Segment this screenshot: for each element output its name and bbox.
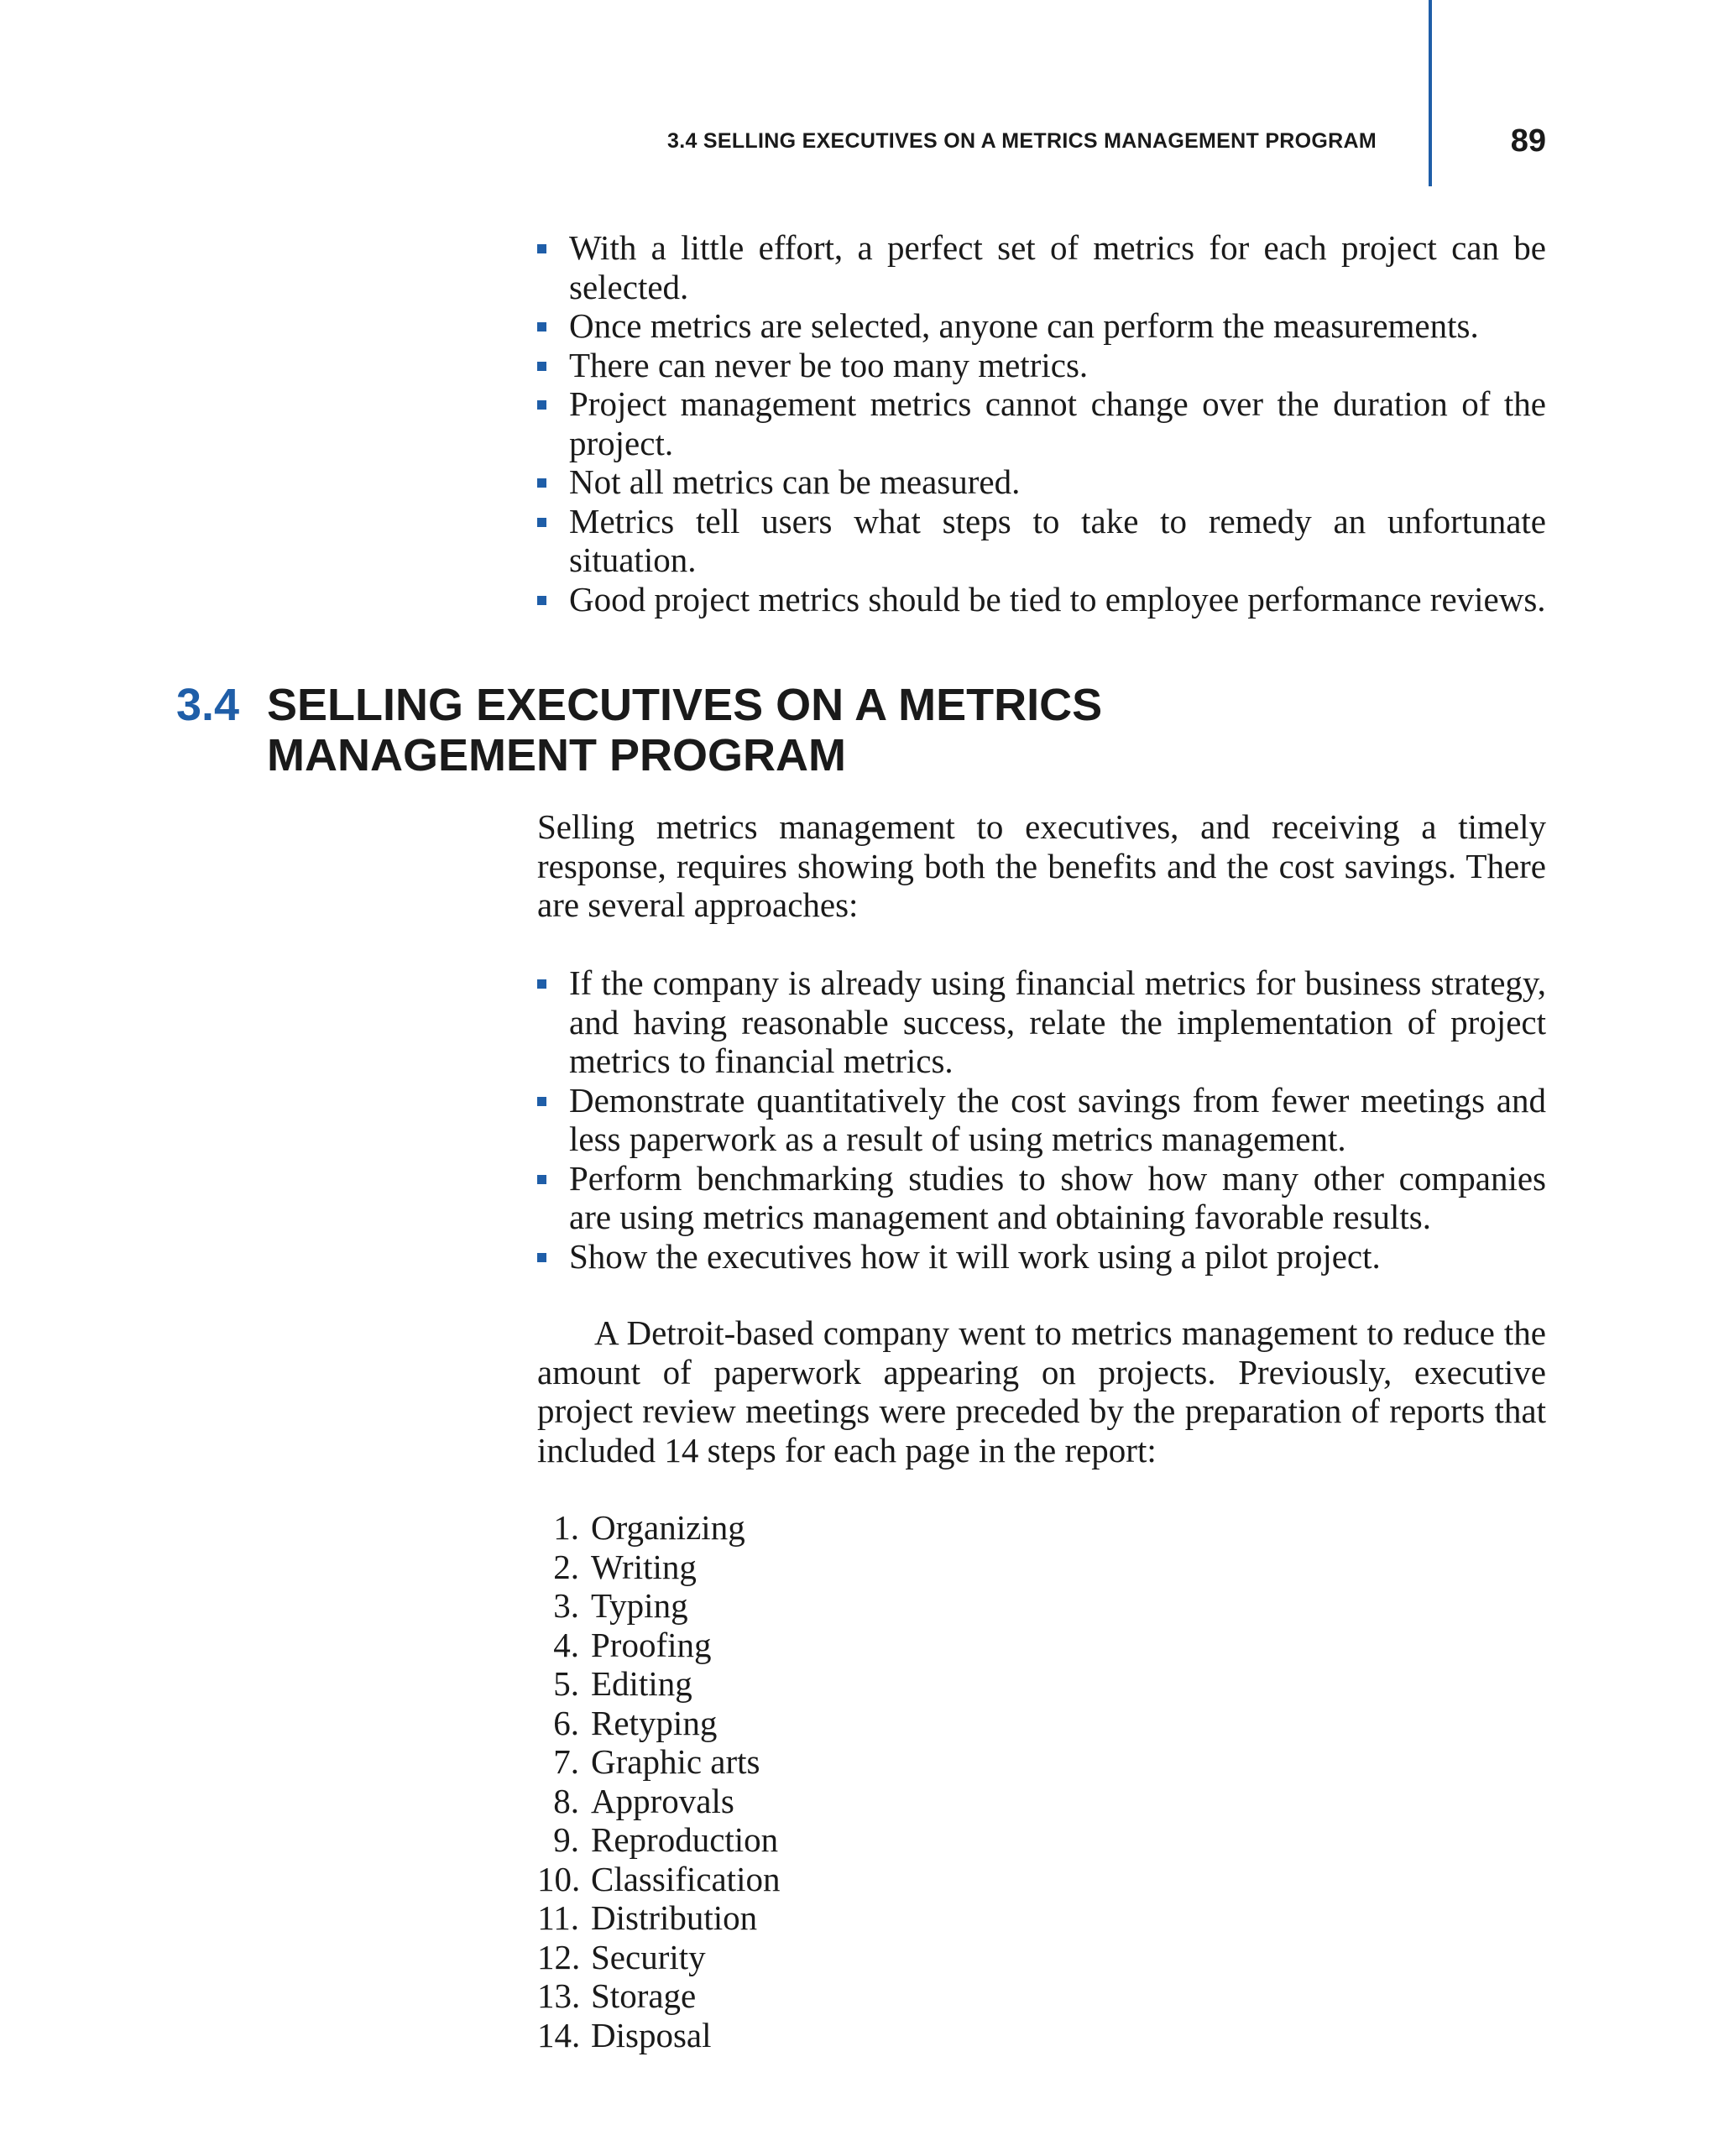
top-bullet-list-block (537, 228, 1546, 619)
step-number: 11. (537, 1898, 579, 1937)
list-item (537, 1820, 1546, 1860)
square-bullet-icon (537, 400, 546, 410)
section-intro-paragraph: Selling metrics management to executives, and receiving a timely response, requires showing both the benefits and the cost savings. There are several approaches: (537, 807, 1546, 924)
steps-block (537, 1508, 1546, 2054)
step-number: 14. (537, 2015, 581, 2054)
list-item: Metrics tell users what steps to take to remedy an unfortunate situation. (537, 502, 1546, 580)
square-bullet-icon (537, 244, 546, 253)
list-item (537, 1664, 1546, 1704)
list-item (537, 1976, 1546, 2016)
step-number: 4. (553, 1625, 579, 1664)
step-label: Storage (591, 1976, 697, 2015)
square-bullet-icon (537, 518, 546, 527)
list-item (537, 1860, 1546, 1899)
list-item: Show the executives how it will work using a pilot project. (537, 1237, 1546, 1276)
detroit-paragraph-block (537, 1313, 1546, 1470)
step-number: 10. (537, 1859, 581, 1898)
section-title: SELLING EXECUTIVES ON A METRICS MANAGEMENT PROGRAM (267, 680, 1103, 780)
top-bullet-list (537, 228, 1546, 619)
running-head: 3.4 SELLING EXECUTIVES ON A METRICS MANAGEMENT PROGRAM (667, 129, 1377, 153)
step-label: Proofing (591, 1625, 712, 1664)
approaches-bullet-list (537, 963, 1546, 1276)
report-steps-list (537, 1508, 1546, 2054)
square-bullet-icon (537, 1253, 546, 1262)
step-number: 12. (537, 1937, 581, 1976)
list-item (537, 1898, 1546, 1938)
square-bullet-icon (537, 362, 546, 371)
square-bullet-icon (537, 1175, 546, 1184)
list-item: Good project metrics should be tied to employee performance reviews. (537, 580, 1546, 619)
list-item (537, 1586, 1546, 1626)
step-number: 2. (553, 1547, 579, 1586)
list-item: With a little effort, a perfect set of metrics for each project can be selected. (537, 228, 1546, 306)
step-label: Organizing (591, 1508, 745, 1547)
step-label: Typing (591, 1586, 688, 1625)
page-number: 89 (1510, 123, 1546, 159)
step-label: Writing (591, 1547, 697, 1586)
step-number: 9. (553, 1820, 579, 1859)
step-number: 1. (553, 1508, 579, 1547)
detroit-paragraph: A Detroit-based company went to metrics management to reduce the amount of paperwork appearing on projects. Previously, executive project review meetings were preceded by the preparation of reports that included 14 steps for each page in the report: (537, 1313, 1546, 1470)
step-number: 13. (537, 1976, 581, 2015)
list-item (537, 1938, 1546, 1977)
square-bullet-icon (537, 979, 546, 989)
list-item (537, 1704, 1546, 1743)
step-label: Graphic arts (591, 1742, 760, 1781)
square-bullet-icon (537, 1097, 546, 1106)
header-vertical-rule (1429, 0, 1432, 186)
list-item (537, 1626, 1546, 1665)
step-label: Distribution (591, 1898, 758, 1937)
approaches-block (537, 963, 1546, 1276)
list-item (537, 1782, 1546, 1821)
square-bullet-icon (537, 478, 546, 488)
step-number: 7. (553, 1742, 579, 1781)
step-label: Disposal (591, 2015, 712, 2054)
list-item: Demonstrate quantitatively the cost savings from fewer meetings and less paperwork as a result of using metrics management. (537, 1081, 1546, 1159)
step-number: 5. (553, 1664, 579, 1703)
list-item: Not all metrics can be measured. (537, 462, 1546, 502)
step-label: Editing (591, 1664, 692, 1703)
list-item (537, 1742, 1546, 1782)
step-label: Approvals (591, 1781, 734, 1820)
square-bullet-icon (537, 596, 546, 605)
step-number: 6. (553, 1703, 579, 1742)
list-item: Perform benchmarking studies to show how many other companies are using metrics management and obtaining favorable results. (537, 1159, 1546, 1237)
section-intro-block (537, 807, 1546, 925)
section-number: 3.4 (176, 680, 240, 730)
list-item: There can never be too many metrics. (537, 346, 1546, 385)
list-item (537, 1508, 1546, 1548)
step-number: 8. (553, 1781, 579, 1820)
list-item: Once metrics are selected, anyone can perform the measurements. (537, 306, 1546, 346)
step-number: 3. (553, 1586, 579, 1625)
step-label: Classification (591, 1859, 781, 1898)
list-item: If the company is already using financial metrics for business strategy, and having reasonable success, relate the implementation of project metrics to financial metrics. (537, 963, 1546, 1081)
step-label: Security (591, 1937, 706, 1976)
square-bullet-icon (537, 322, 546, 331)
list-item (537, 1548, 1546, 1587)
list-item: Project management metrics cannot change over the duration of the project. (537, 384, 1546, 462)
step-label: Retyping (591, 1703, 718, 1742)
step-label: Reproduction (591, 1820, 779, 1859)
list-item (537, 2016, 1546, 2055)
